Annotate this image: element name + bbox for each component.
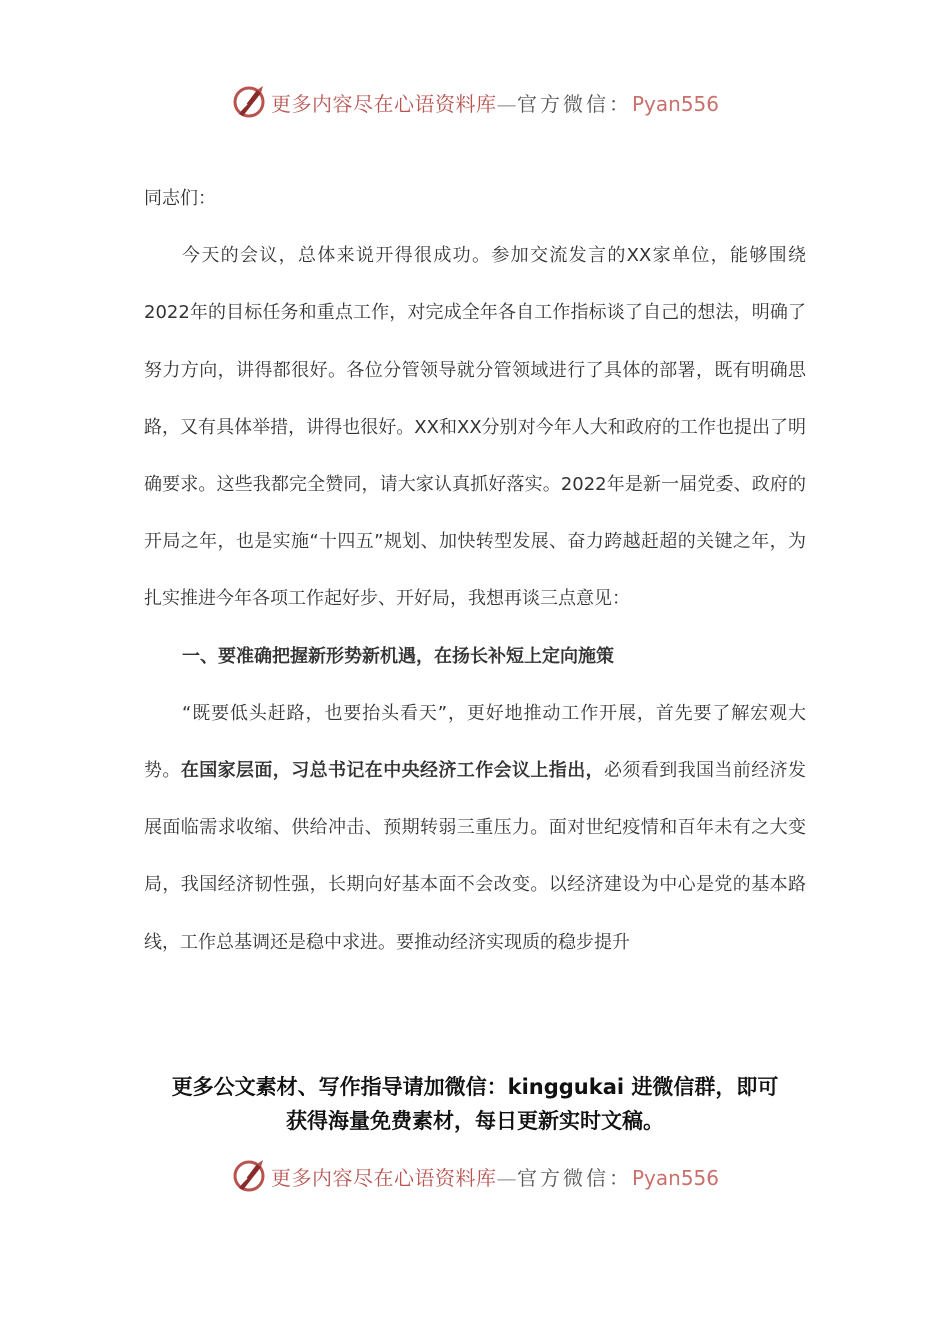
site-name: 更多内容尽在心语资料库 <box>270 91 497 116</box>
paragraph-intro: 今天的会议，总体来说开得很成功。参加交流发言的XX家单位，能够围绕2022年的目标任务和重点工作，对完成全年各自工作指标谈了自己的想法，明确了努力方向，讲得都很好。各位分管领导就分管领域进行了具体的部署，既有明确思路，又有具体举措，讲得也很好。XX和XX分别对今年人大和政府的工作也提出了明确要求。这些我都完全赞同，请大家认真抓好落实。2022年是新一届党委、政府的开局之年，也是实施“十四五”规划、加快转型发展、奋力跨越赶超的关键之年，为扎实推进今年各项工作起好步、开好局，我想再谈三点意见： <box>144 245 806 610</box>
paragraph-text: “既要低头赶路，也要抬头看天”，更好地推动工作开展，首先要了解宏观大势。 <box>144 702 806 782</box>
paragraph-bold-text: 在国家层面，习总书记在中央经济工作会议上指出， <box>180 760 605 782</box>
footer-banner <box>0 1154 950 1198</box>
wechat-id: Pyan556 <box>631 1165 719 1190</box>
promo-line: 获得海量免费素材，每日更新实时文稿。 <box>286 1109 664 1133</box>
quill-logo-icon <box>231 84 267 120</box>
official-label: 官方微信： <box>516 1165 632 1190</box>
site-name: 更多内容尽在心语资料库 <box>270 1165 497 1190</box>
header-banner <box>0 80 950 124</box>
banner-text <box>271 1162 719 1191</box>
document-body <box>144 170 806 971</box>
quill-logo-icon <box>231 1158 267 1194</box>
official-label: 官方微信： <box>516 91 632 116</box>
banner-dash: — <box>496 1165 517 1190</box>
promo-line: 更多公文素材、写作指导请加微信：kinggukai 进微信群，即可 <box>171 1075 779 1099</box>
paragraph-macro-trend <box>144 685 806 971</box>
promo-notice <box>0 1070 950 1138</box>
paragraph-text: 必须看到我国当前经济发展面临需求收缩、供给冲击、预期转弱三重压力。面对世纪疫情和百年未有之大变局，我国经济韧性强，长期向好基本面不会改变。以经济建设为中心是党的基本路线，工作总基调还是稳中求进。要推动经济实现质的稳步提升 <box>144 760 807 953</box>
wechat-id: Pyan556 <box>631 91 719 116</box>
banner-text <box>271 88 719 117</box>
section-heading: 一、要准确把握新形势新机遇，在扬长补短上定向施策 <box>182 645 614 667</box>
banner-dash: — <box>496 91 517 116</box>
salutation: 同志们： <box>144 188 216 209</box>
